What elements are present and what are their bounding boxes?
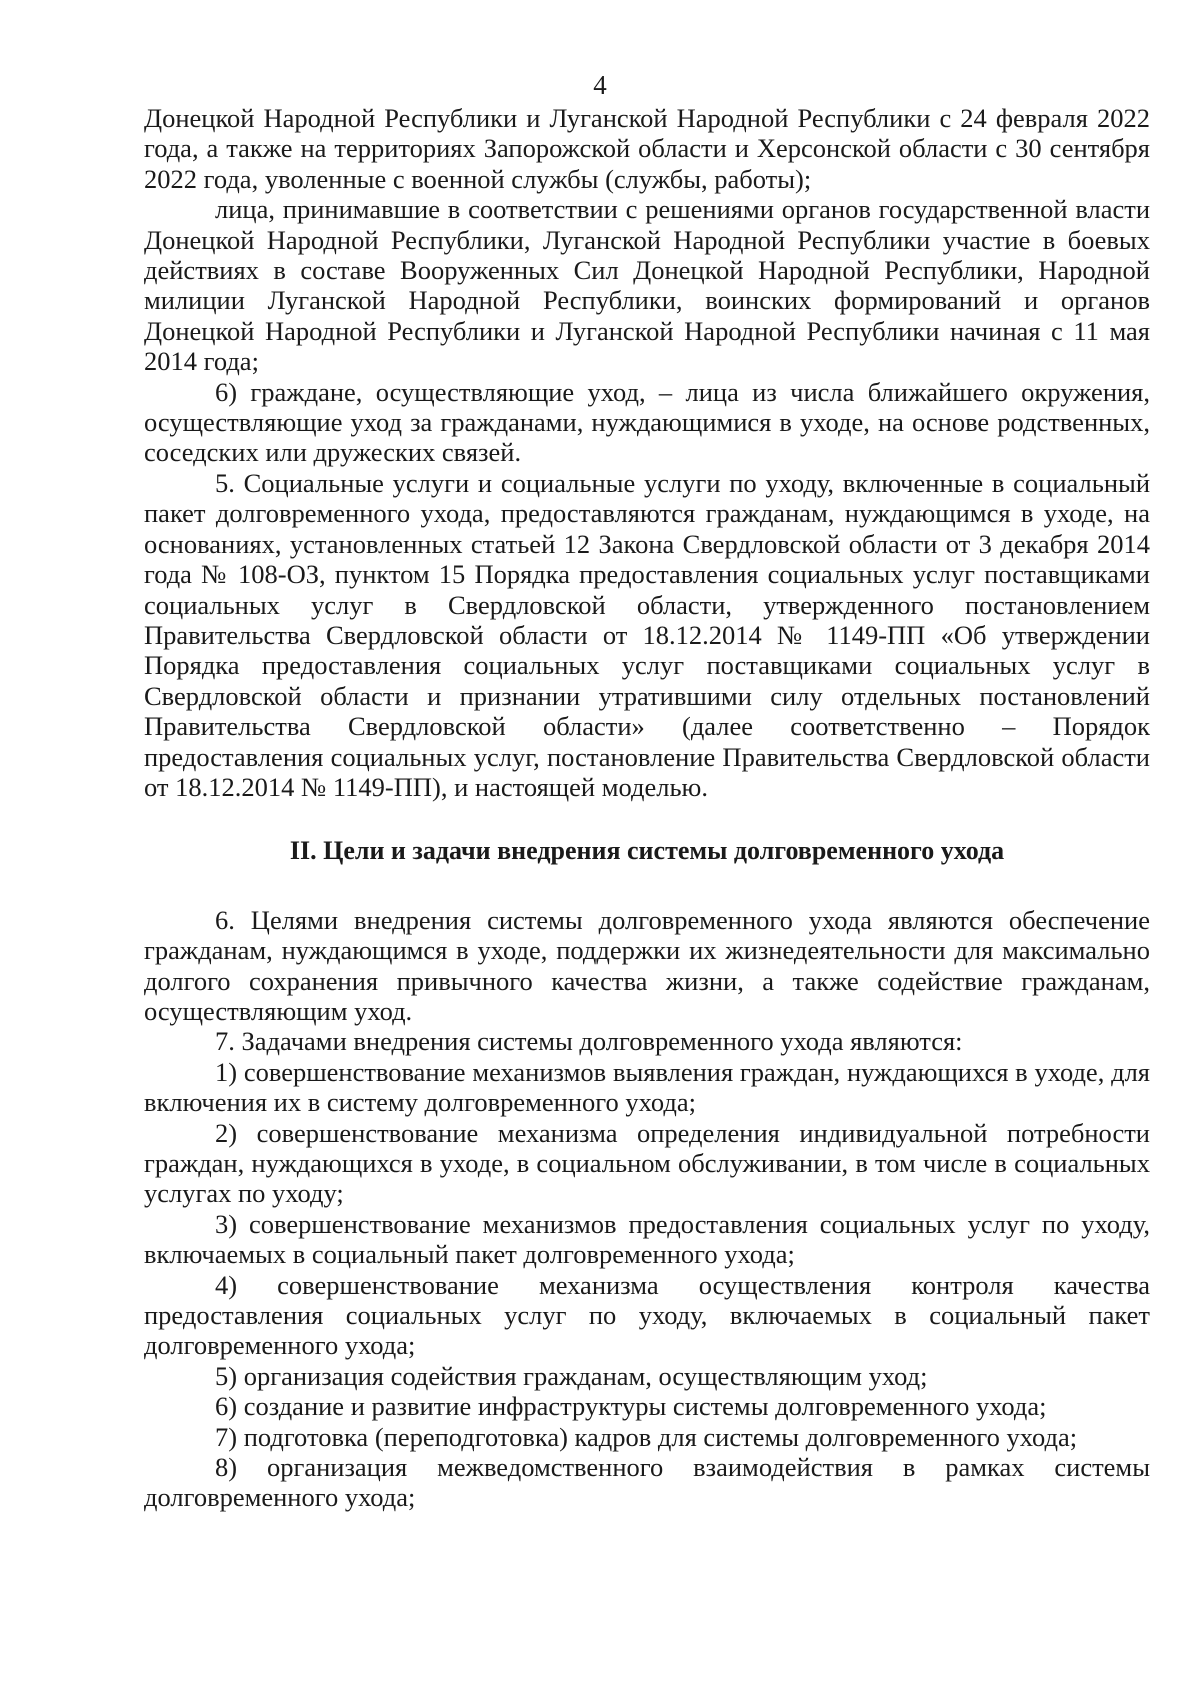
page-number: 4 bbox=[593, 70, 607, 100]
list-item-6: 6) создание и развитие инфраструктуры системы долговременного ухода; bbox=[215, 1391, 1047, 1422]
paragraph-militia-persons: лица, принимавшие в соответствии с решениями органов государственной власти Донецкой Народной Республики, Луганской Народной Республики участие в боевых действиях в составе Вооруженных Сил Донецкой Народной Республики, Народной милиции Луганской Народной Республики, воинских формирований и органов Донецкой Народной Республики и Луганской Народной Республики начиная с 11 мая 2014 года; bbox=[144, 194, 1150, 377]
list-item-5: 5) организация содействия гражданам, осуществляющим уход; bbox=[215, 1360, 928, 1391]
list-item-4: 4) совершенствование механизма осуществления контроля качества предоставления социальных услуг по уходу, включаемых в социальный пакет долговременного ухода; bbox=[144, 1269, 1150, 1361]
list-item-7: 7) подготовка (переподготовка) кадров для системы долговременного ухода; bbox=[215, 1421, 1078, 1452]
list-item-8: 8) организация межведомственного взаимодействия в рамках системы долговременного ухода; bbox=[144, 1452, 1150, 1513]
section-heading: II. Цели и задачи внедрения системы долговременного ухода bbox=[289, 836, 1005, 866]
paragraph-caregivers-definition: 6) граждане, осуществляющие уход, – лица из числа ближайшего окружения, осуществляющие уход за гражданами, нуждающимися в уходе, на основе родственных, соседских или дружеских связей. bbox=[144, 376, 1150, 468]
list-item-3: 3) совершенствование механизмов предоставления социальных услуг по уходу, включаемых в социальный пакет долговременного ухода; bbox=[144, 1208, 1150, 1270]
document-body bbox=[144, 103, 1150, 1513]
list-item-2: 2) совершенствование механизма определения индивидуальной потребности граждан, нуждающихся в уходе, в социальном обслуживании, в том числе в социальных услугах по уходу; bbox=[144, 1117, 1150, 1209]
paragraph-item-6: 6. Целями внедрения системы долговременного ухода являются обеспечение гражданам, нуждающимся в уходе, поддержки их жизнедеятельности для максимально долгого сохранения привычного качества жизни, а также содействие гражданам, осуществляющим уход. bbox=[144, 904, 1150, 1026]
paragraph-item-5: 5. Социальные услуги и социальные услуги по уходу, включенные в социальный пакет долговременного ухода, предоставляются гражданам, нуждающимся в уходе, на основаниях, установленных статьей 12 Закона Свердловской области от 3 декабря 2014 года № 108-ОЗ, пунктом 15 Порядка предоставления социальных услуг поставщиками социальных услуг в Свердловской области, утвержденного постановлением Правительства Свердловской области от 18.12.2014 № 1149-ПП «Об утверждении Порядка предоставления социальных услуг поставщиками социальных услуг в Свердловской области и признании утратившими силу отдельных постановлений Правительства Свердловской области» (далее соответственно – Порядок предоставления социальных услуг, постановление Правительства Свердловской области от 18.12.2014 № 1149-ПП), и настоящей моделью. bbox=[144, 467, 1150, 802]
list-item-1: 1) совершенствование механизмов выявления граждан, нуждающихся в уходе, для включения их в систему долговременного ухода; bbox=[144, 1056, 1150, 1118]
paragraph-continuation: Донецкой Народной Республики и Луганской Народной Республики с 24 февраля 2022 года, а также на территориях Запорожской области и Херсонской области с 30 сентября 2022 года, уволенные с военной службы (службы, работы); bbox=[144, 103, 1150, 194]
paragraph-item-7: 7. Задачами внедрения системы долговременного ухода являются: bbox=[215, 1026, 963, 1057]
